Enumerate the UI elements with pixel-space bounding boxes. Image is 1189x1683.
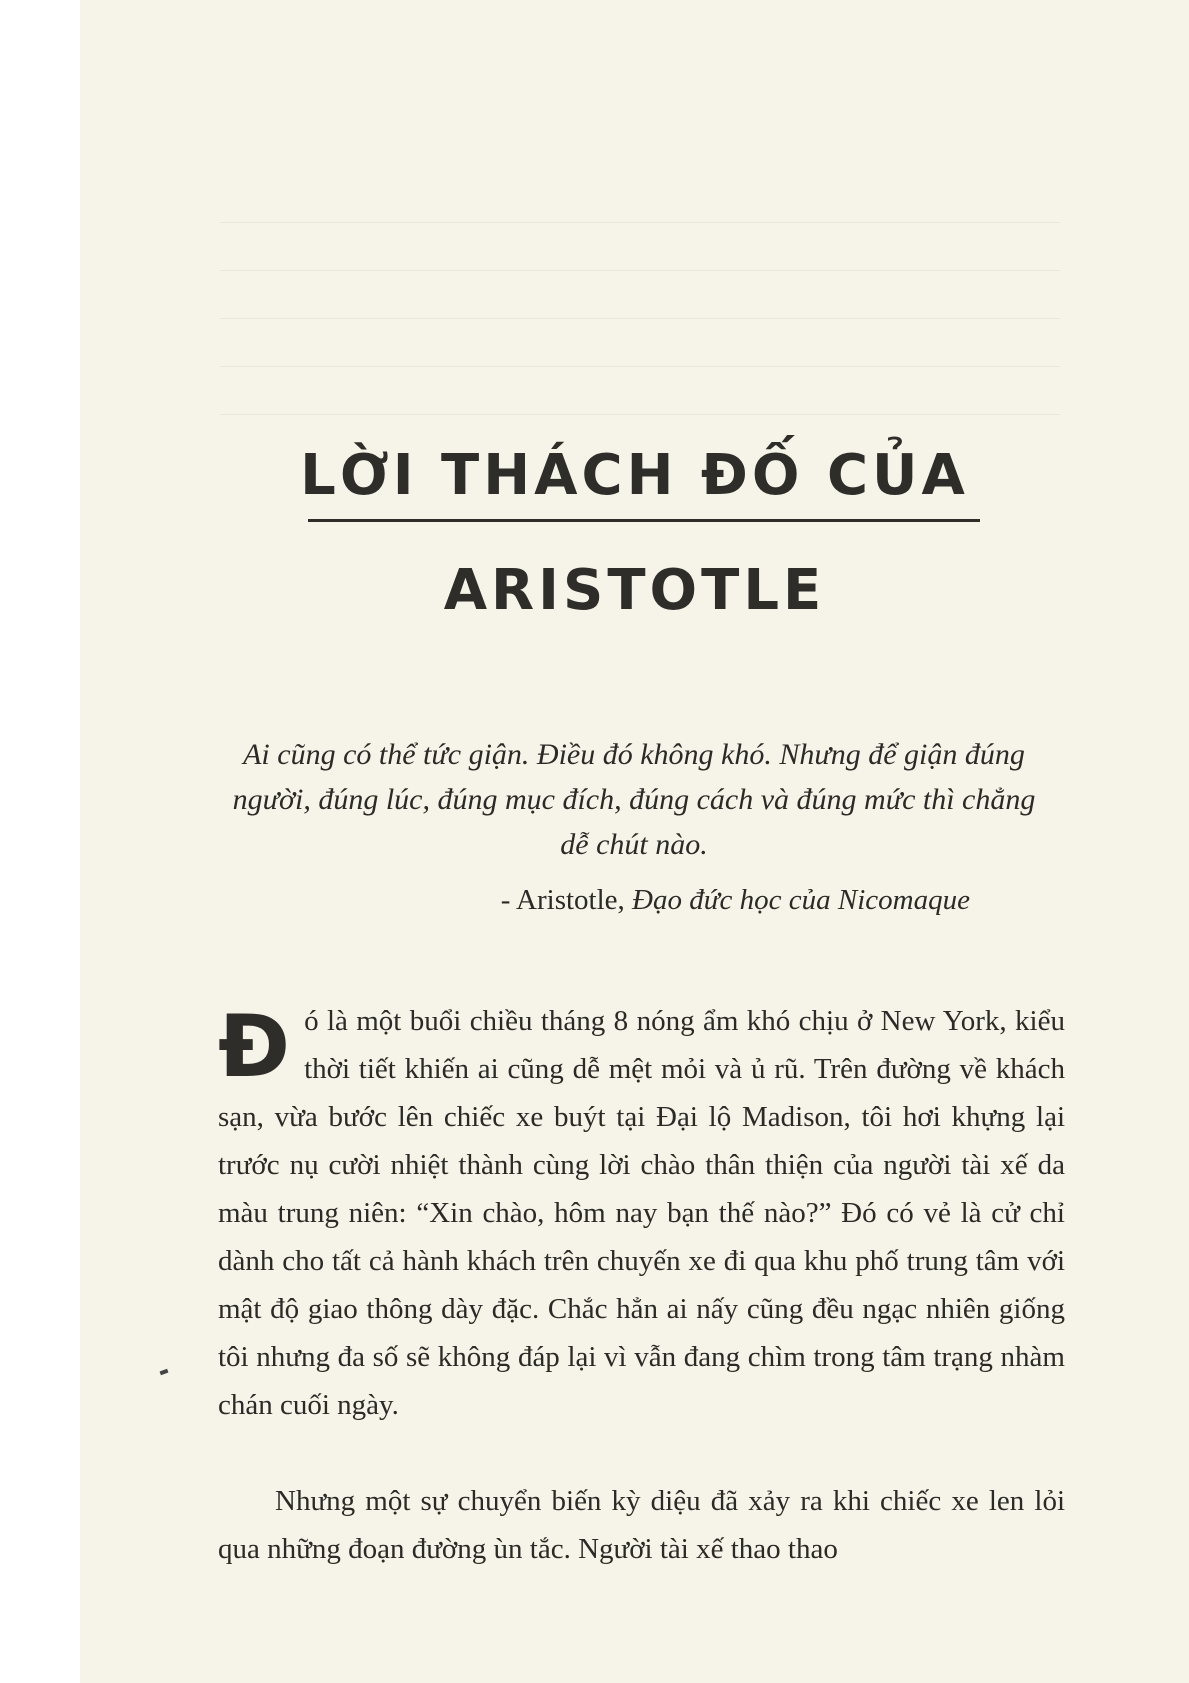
body-paragraph-2: Nhưng một sự chuyển biến kỳ diệu đã xảy ra khi chiếc xe len lỏi qua những đoạn đường ùn tắc. Người tài xế thao thao — [218, 1485, 1065, 1565]
chapter-title-line-1: LỜI THÁCH ĐỐ CỦA — [300, 443, 969, 508]
margin-mark — [160, 1369, 169, 1375]
epigraph-attribution — [380, 884, 970, 917]
paragraph-1-text: ó là một buổi chiều tháng 8 nóng ẩm khó chịu ở New York, kiểu thời tiết khiến ai cũng dễ mệt mỏi và ủ rũ. Trên đường về khách sạn, vừa bước lên chiếc xe buýt tại Đại lộ Madison, tôi hơi khựng lại trước nụ cười nhiệt thành cùng lời chào thân thiện của người tài xế da màu trung niên: “Xin chào, hôm nay bạn thế nào?” Đó có vẻ là cử chỉ dành cho tất cả hành khách trên chuyến xe đi qua khu phố trung tâm với mật độ giao thông dày đặc. Chắc hẳn ai nấy cũng đều ngạc nhiên giống tôi nhưng đa số sẽ không đáp lại vì vẫn đang chìm trong tâm trạng nhàm chán cuối ngày. — [218, 1005, 1065, 1421]
show-through-line — [220, 270, 1060, 271]
book-page — [80, 0, 1189, 1683]
attribution-work: Đạo đức học của Nicomaque — [632, 884, 970, 916]
body-paragraph-1 — [218, 997, 1065, 1429]
show-through-line — [220, 318, 1060, 319]
show-through-line — [220, 414, 1060, 415]
show-through-line — [220, 366, 1060, 367]
epigraph-quote: Ai cũng có thể tức giận. Điều đó không khó. Nhưng để giận đúng người, đúng lúc, đúng mục đích, đúng cách và đúng mức thì chẳng dễ chút nào. — [232, 738, 1036, 861]
attribution-author: - Aristotle, — [500, 884, 633, 916]
drop-cap: Đ — [218, 997, 291, 1097]
chapter-title-line-2: ARISTOTLE — [443, 558, 826, 623]
title-underline — [308, 519, 980, 522]
show-through-line — [220, 222, 1060, 223]
